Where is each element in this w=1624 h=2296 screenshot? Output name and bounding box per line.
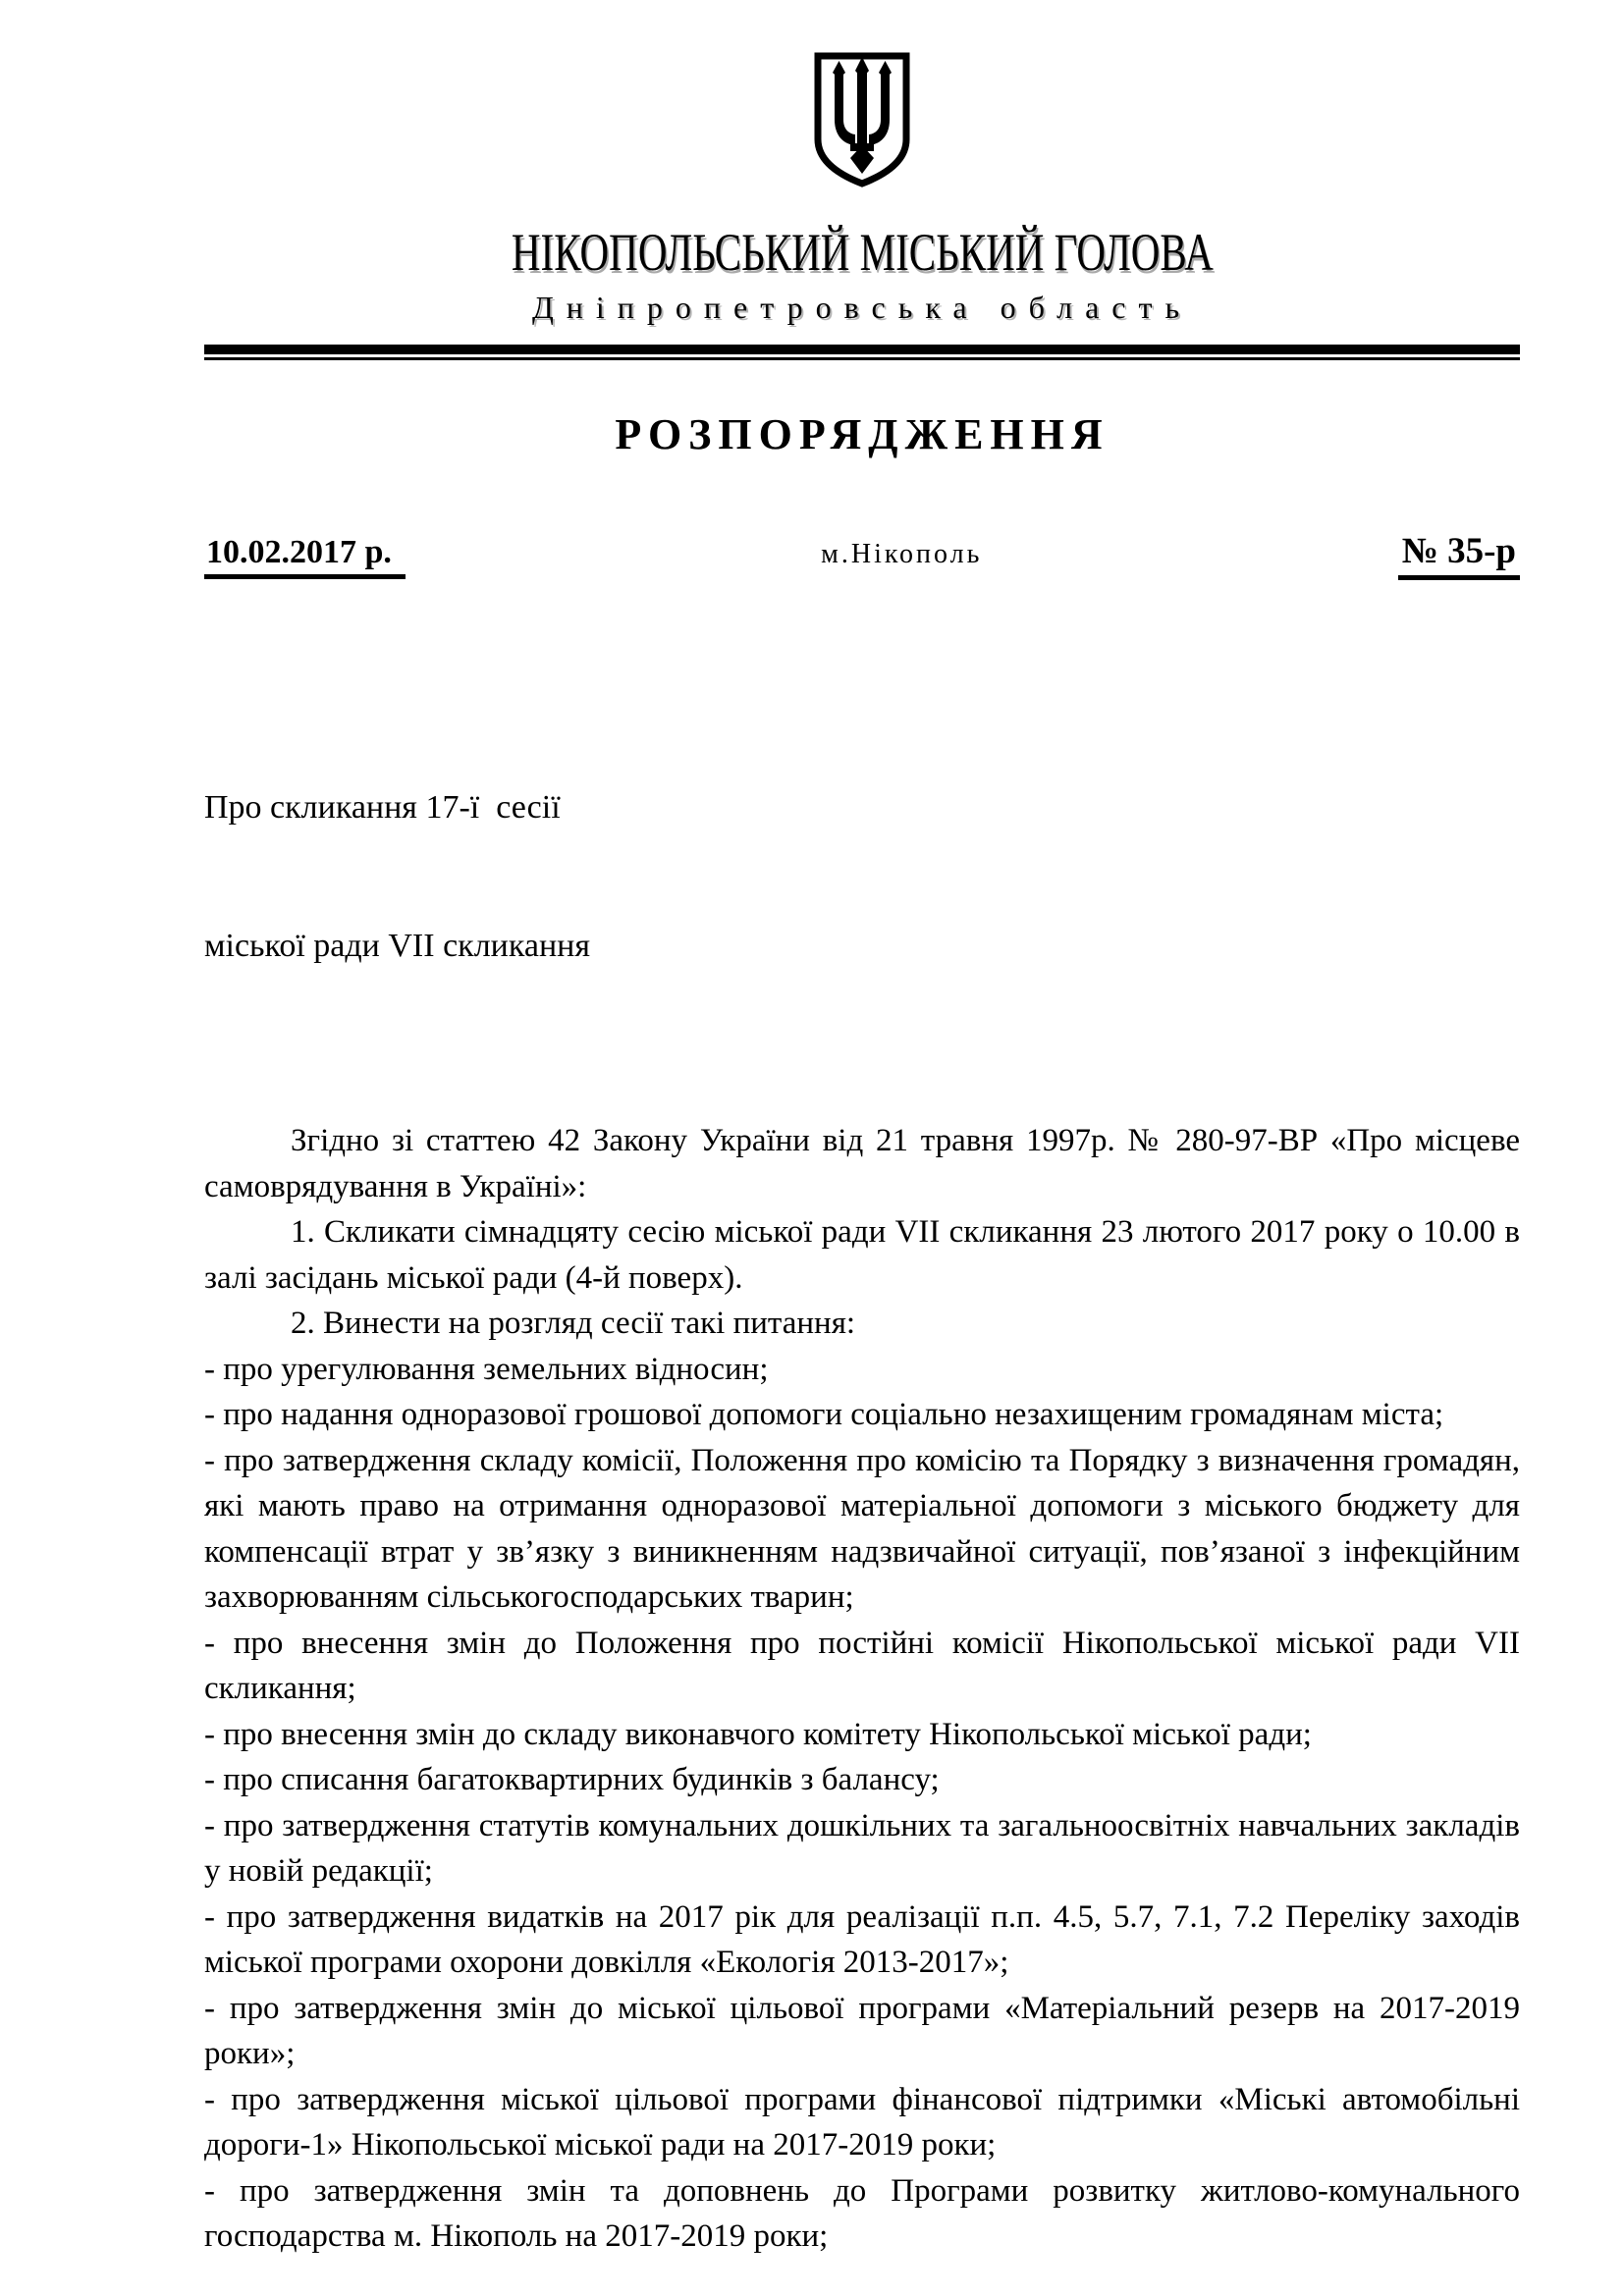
document-number: № 35-р — [1398, 530, 1520, 580]
body-paragraph: - про внесення змін до Положення про постійні комісії Нікопольської міської ради VII скликання; — [204, 1625, 1520, 1706]
body-paragraph: 1. Скликати сімнадцяту сесію міської ради VII скликання 23 лютого 2017 року о 10.00 в залі засідань міської ради (4-й поверх). — [204, 1214, 1520, 1296]
body-paragraph: - про затвердження статутів комунальних дошкільних та загальноосвітніх навчальних закладів у новій редакції; — [204, 1807, 1520, 1889]
region-name: Дніпропетровська область — [531, 290, 1193, 325]
document-place: м.Нікополь — [821, 539, 983, 569]
organization-name — [204, 223, 1520, 282]
subject-line-1: Про скликання 17-ї сесії — [204, 789, 561, 826]
body-paragraph: - про затвердження змін та доповнень до Програми розвитку житлово-комунального господарства м. Нікополь на 2017-2019 роки; — [204, 2172, 1520, 2254]
body-paragraph: - про затвердження складу комісії, Положення про комісію та Порядку з визначення громадян, які мають право на отримання одноразової матеріальної допомоги з міського бюджету для компенсації втрат у зв’язку з виникненням надзвичайної ситуації, пов’язаної з інфекційним захворюванням сільськогосподарських тварин; — [204, 1442, 1520, 1615]
document-content — [0, 49, 1624, 2260]
body-paragraph: Згідно зі статтею 42 Закону України від 21 травня 1997р. № 280-97-ВР «Про місцеве самоврядування в Україні»: — [204, 1123, 1520, 1204]
emblem-container — [204, 49, 1520, 193]
body-paragraph: - про затвердження видатків на 2017 рік для реалізації п.п. 4.5, 5.7, 7.1, 7.2 Переліку заходів міської програми охорони довкілля «Екологія 2013-2017»; — [204, 1898, 1520, 1980]
document-title: РОЗПОРЯДЖЕННЯ — [615, 410, 1110, 458]
body-paragraph: - про внесення змін до складу виконавчого комітету Нікопольської міської ради; — [204, 1716, 1312, 1752]
document-meta-row — [204, 530, 1520, 580]
header-divider-thick — [204, 345, 1520, 354]
body-paragraph: - про затвердження змін до міської цільової програми «Матеріальний резерв на 2017-2019 роки»; — [204, 1990, 1520, 2071]
body-paragraph: - про урегулювання земельних відносин; — [204, 1351, 769, 1387]
document-body — [204, 1118, 1520, 2260]
body-paragraph: - про надання одноразової грошової допомоги соціально незахищеним громадянам міста; — [204, 1397, 1444, 1432]
body-paragraph: - про затвердження міської цільової програми фінансової підтримки «Міські автомобільні дороги-1» Нікопольської міської ради на 2017-2019 роки; — [204, 2081, 1520, 2163]
body-paragraph: 2. Винести на розгляд сесії такі питання: — [291, 1306, 856, 1341]
organization-name-text: НІКОПОЛЬСЬКИЙ МІСЬКИЙ ГОЛОВА — [511, 223, 1214, 282]
subject-line-2: міської ради VII скликання — [204, 928, 590, 964]
document-date: 10.02.2017 р. — [204, 534, 406, 579]
tryzub-shield-icon — [811, 49, 913, 188]
subject-block — [204, 692, 1520, 1061]
body-paragraph: - про списання багатоквартирних будинків з балансу; — [204, 1762, 940, 1797]
header-divider-thin — [204, 357, 1520, 360]
